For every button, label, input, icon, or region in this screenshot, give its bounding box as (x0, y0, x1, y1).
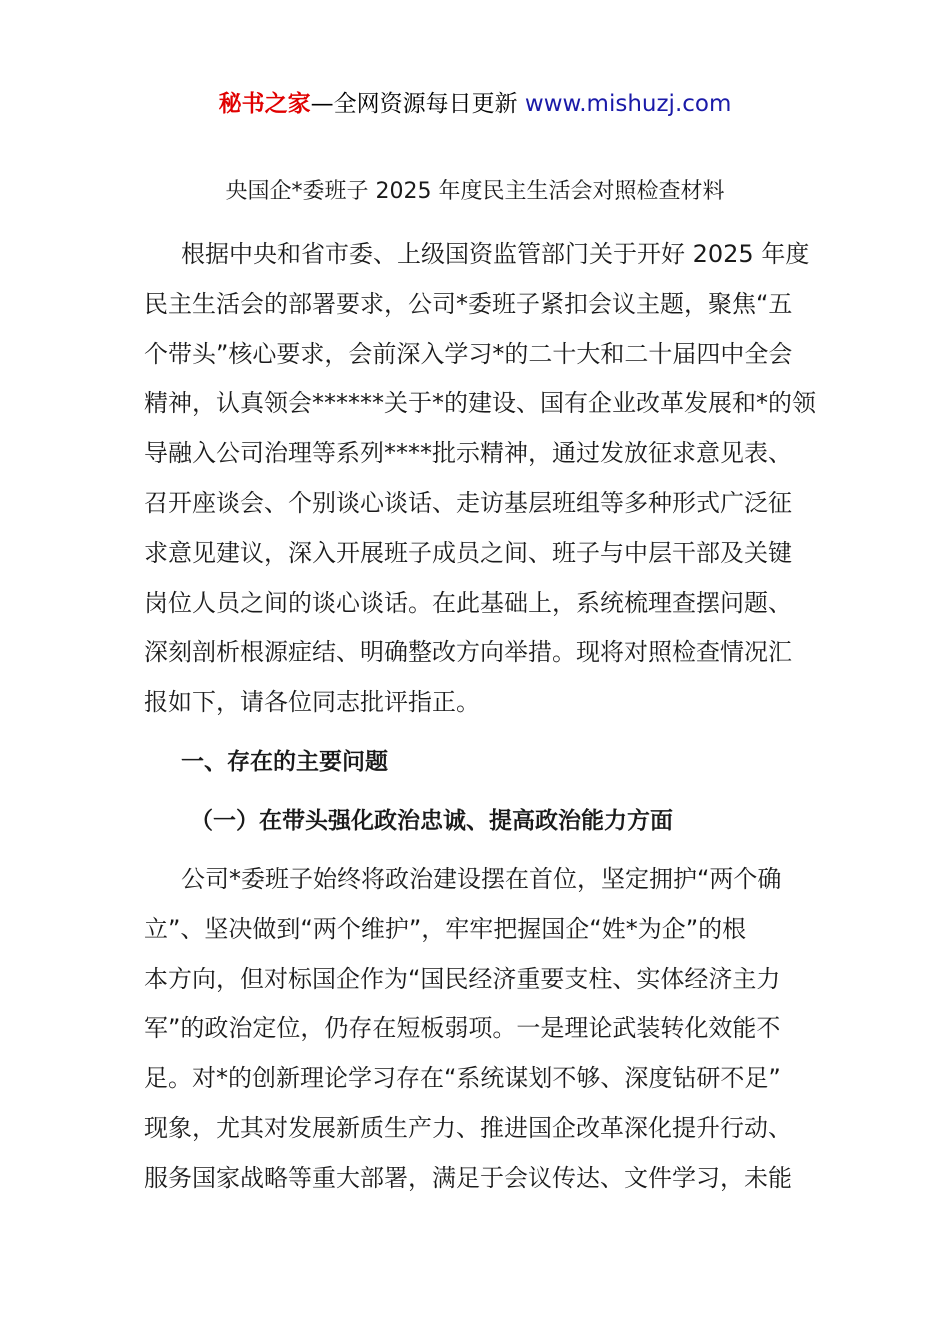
text-line: 足。对*的创新理论学习存在“系统谋划不够、深度钻研不足” (144, 1064, 781, 1093)
text-line: 精神，认真领会******关于*的建设、国有企业改革发展和*的领 (144, 389, 816, 418)
body-paragraph (144, 855, 806, 1204)
text-line: 导融入公司治理等系列****批示精神，通过发放征求意见表、 (144, 439, 792, 468)
text-line: 公司*委班子始终将政治建设摆在首位，坚定拥护“两个确 (181, 865, 782, 893)
paragraph (144, 230, 816, 728)
text-line: 求意见建议，深入开展班子成员之间、班子与中层干部及关键 (144, 538, 792, 567)
text-line: 立”、坚决做到“两个维护”，牢牢把握国企“姓*为企”的根 (144, 914, 747, 943)
site-url-link[interactable]: www.mishuzj.com (524, 91, 732, 117)
intro-paragraph (144, 230, 816, 728)
site-header (0, 88, 950, 120)
text-line: 深刻剖析根源症结、明确整改方向举措。现将对照检查情况汇 (144, 638, 792, 667)
section-heading: 一、存在的主要问题 (181, 749, 388, 775)
text-line: 报如下，请各位同志批评指正。 (144, 688, 480, 717)
brand-name: 秘书之家 (218, 91, 311, 117)
header-tagline: —全网资源每日更新 (310, 91, 525, 117)
text-line: 本方向，但对标国企作为“国民经济重要支柱、实体经济主力 (144, 964, 781, 993)
subsection-heading: （一）在带头强化政治忠诚、提高政治能力方面 (190, 808, 673, 834)
text-line: 军”的政治定位，仍存在短板弱项。一是理论武装转化效能不 (144, 1014, 781, 1043)
text-line: 岗位人员之间的谈心谈话。在此基础上，系统梳理查摆问题、 (144, 588, 792, 617)
text-line: 服务国家战略等重大部署，满足于会议传达、文件学习，未能 (144, 1163, 792, 1192)
text-line: 个带头”核心要求，会前深入学习*的二十大和二十届四中全会 (144, 339, 793, 368)
text-line: 召开座谈会、个别谈心谈话、走访基层班组等多种形式广泛征 (144, 488, 792, 517)
document-title: 央国企*委班子 2025 年度民主生活会对照检查材料 (225, 179, 725, 204)
text-line: 现象，尤其对发展新质生产力、推进国企改革深化提升行动、 (144, 1113, 792, 1142)
text-line: 民主生活会的部署要求，公司*委班子紧扣会议主题，聚焦“五 (144, 289, 793, 318)
paragraph (144, 855, 806, 1204)
text-line: 根据中央和省市委、上级国资监管部门关于开好 2025 年度 (181, 240, 810, 268)
